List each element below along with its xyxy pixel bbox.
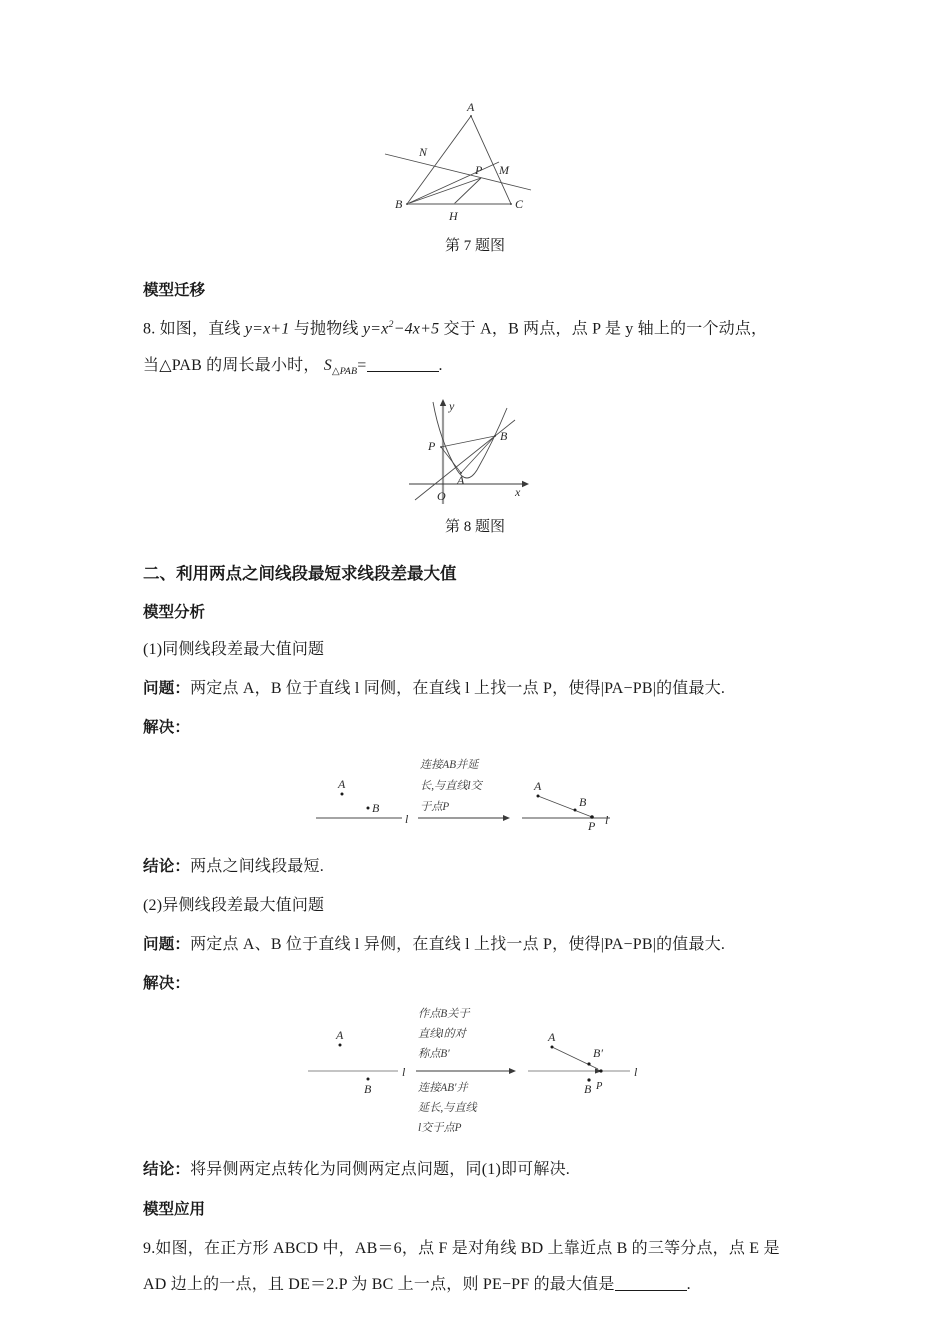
triangle-abc <box>407 116 511 204</box>
figure-8-label-y: y <box>449 398 455 413</box>
question-9-line-1: 9.如图，在正方形 ABCD 中，AB＝6，点 F 是对角线 BD 上靠近点 B 的三等分点，点 E 是 <box>143 1239 780 1257</box>
case-1-right-label-P: P <box>588 819 596 834</box>
transversal-nm <box>385 154 531 190</box>
case-2-arrow-head <box>509 1068 516 1074</box>
x-axis-arrow <box>522 481 529 487</box>
q9-line2-text: AD 边上的一点，且 DE＝2.P 为 BC 上一点，则 PE−PF 的最大值是 <box>143 1276 615 1294</box>
case-1-left-point-B <box>367 807 370 810</box>
figure-7-label-B: B <box>395 197 403 211</box>
question-9-line-2 <box>143 1273 807 1298</box>
case-2-problem-text: 两定点 A、B 位于直线 l 异侧，在直线 l 上找一点 P，使得|PA−PB|的值最大. <box>190 935 726 953</box>
case-2-right-label-P: P <box>596 1080 603 1092</box>
parabola-curve <box>433 402 507 478</box>
segment-bp <box>407 178 481 204</box>
case-2-annotation-top-1: 作点B关于 <box>418 1007 470 1020</box>
figure-8-label-P: P <box>428 438 436 453</box>
case-2-right-point-Bprime <box>587 1062 590 1065</box>
figure-7-label-N: N <box>419 145 428 159</box>
case-2-left-point-A <box>339 1043 342 1046</box>
case-1-item: (1)同侧线段差最大值问题 <box>143 640 325 658</box>
q8-parabola-equation-a: y=x <box>362 320 389 338</box>
q8-answer-blank[interactable] <box>367 356 439 372</box>
case-1-problem-text: 两定点 A，B 位于直线 l 同侧，在直线 l 上找一点 P，使得|PA−PB|的值最大. <box>190 679 726 697</box>
figure-8-label-O: O <box>437 488 446 503</box>
q8-period: . <box>438 357 443 375</box>
case-1-conclusion <box>143 855 807 880</box>
figure-8-label-x: x <box>515 484 521 499</box>
case-2-solve-text: 解决： <box>143 974 191 992</box>
case-2-right-label-l: l <box>634 1064 638 1079</box>
figure-case-2 <box>143 1003 807 1148</box>
q8-text-mid: 与抛物线 <box>293 320 359 338</box>
q8-area-subscript: △PAB <box>331 366 358 378</box>
q8-parabola-exponent: 2 <box>388 319 394 331</box>
case-2-right-label-A: A <box>548 1029 556 1044</box>
case-1-left-point-A <box>341 793 344 796</box>
case-2-annotation-bottom-2: 延长,与直线 <box>418 1101 477 1114</box>
heading-model-analysis: 模型分析 <box>143 603 206 621</box>
case-2-annotation-bottom-1: 连接AB′并 <box>418 1081 468 1094</box>
case-1-left-label-B: B <box>372 801 380 816</box>
case-1-problem-label: 问题： <box>143 679 191 697</box>
case-2-left-point-B <box>367 1077 370 1080</box>
case-2-conclusion-label: 结论： <box>143 1160 191 1178</box>
case-2-right-label-Bprime: B′ <box>593 1045 603 1060</box>
figure-8-label-A: A <box>457 472 465 487</box>
case-1-left-label-l: l <box>405 812 409 827</box>
q8-text-pre: 如图，直线 <box>159 320 241 338</box>
figure-7-label-C: C <box>515 197 524 211</box>
figure-case-2-svg <box>290 1003 660 1143</box>
q9-period: . <box>686 1276 691 1294</box>
case-1-annotation-line-3: 于点P <box>420 801 450 814</box>
case-1-problem <box>143 677 807 702</box>
question-8-line-1 <box>143 317 807 342</box>
figure-7-points <box>406 115 512 205</box>
case-2-right-label-B: B <box>584 1081 592 1096</box>
case-1-annotation-line-2: 长,与直线l交 <box>420 780 482 793</box>
figure-8-label-B: B <box>500 428 508 443</box>
figure-7-label-P: P <box>475 163 483 177</box>
figure-7-caption: 第 7 题图 <box>444 238 505 254</box>
heading-model-application: 模型应用 <box>143 1201 206 1219</box>
q8-equals: = <box>357 357 367 375</box>
case-1-solve-text: 解决： <box>143 718 191 736</box>
figure-7-label-H: H <box>449 209 458 223</box>
q8-area-symbol: S <box>323 357 332 375</box>
case-2-conclusion <box>143 1158 807 1183</box>
case-2-left-label-A: A <box>336 1027 344 1042</box>
case-1-conclusion-text: 两点之间线段最短. <box>190 858 324 876</box>
q8-line-equation: y=x+1 <box>244 320 290 338</box>
case-2-left-label-B: B <box>364 1081 372 1096</box>
case-2-solve-label <box>143 972 807 997</box>
case-2-problem <box>143 933 807 958</box>
figure-8 <box>143 396 807 513</box>
figure-7-label-M: M <box>499 163 509 177</box>
case-2-right-point-A <box>551 1045 554 1048</box>
q8-line2-pre: 当△PAB 的周长最小时， <box>143 357 320 375</box>
case-1-right-point-B <box>574 809 577 812</box>
figure-7-label-A: A <box>467 100 475 114</box>
case-1-right-label-A: A <box>534 779 542 794</box>
page-content <box>143 0 807 1298</box>
case-1-solve-label <box>143 716 807 741</box>
case-2-item: (2)异侧线段差最大值问题 <box>143 897 325 915</box>
case-2-problem-label: 问题： <box>143 935 191 953</box>
case-2-right-segment-ABprime <box>552 1047 598 1069</box>
case-2-right-point-P <box>599 1069 602 1072</box>
figure-case-1-svg <box>310 746 640 838</box>
case-2-annotation-top-3: 称点B′ <box>418 1047 450 1060</box>
case-1-right-point-A <box>537 795 540 798</box>
section-2-heading: 二、利用两点之间线段最短求线段差最大值 <box>143 564 457 583</box>
case-2-left-label-l: l <box>402 1064 406 1079</box>
q8-text-post: 交于 A，B 两点，点 P 是 y 轴上的一个动点， <box>443 320 768 338</box>
figure-7 <box>143 100 807 230</box>
figure-8-caption: 第 8 题图 <box>444 518 505 535</box>
case-1-annotation-line-1: 连接AB并延 <box>420 759 479 772</box>
case-2-annotation-bottom-3: l交于点P <box>418 1121 462 1134</box>
q9-answer-blank[interactable] <box>615 1275 687 1291</box>
heading-model-transfer: 模型迁移 <box>143 282 206 299</box>
case-2-annotation-top-2: 直线l的对 <box>418 1027 466 1040</box>
case-1-left-label-A: A <box>338 777 346 792</box>
case-1-conclusion-label: 结论： <box>143 858 191 876</box>
q8-number: 8. <box>143 320 156 338</box>
case-2-conclusion-text: 将异侧两定点转化为同侧两定点问题，同(1)即可解决. <box>190 1160 570 1178</box>
case-1-right-label-B: B <box>579 795 587 810</box>
q8-parabola-equation-b: −4x+5 <box>393 320 440 338</box>
y-axis-arrow <box>440 399 446 406</box>
segment-ph <box>454 178 481 204</box>
segment-bm <box>407 162 499 204</box>
case-1-right-label-l: l <box>605 813 609 828</box>
figure-7-svg <box>375 100 575 225</box>
case-1-arrow-head <box>503 815 510 821</box>
figure-8-svg <box>395 396 555 508</box>
figure-case-1 <box>143 746 807 843</box>
question-8-line-2 <box>143 354 807 380</box>
